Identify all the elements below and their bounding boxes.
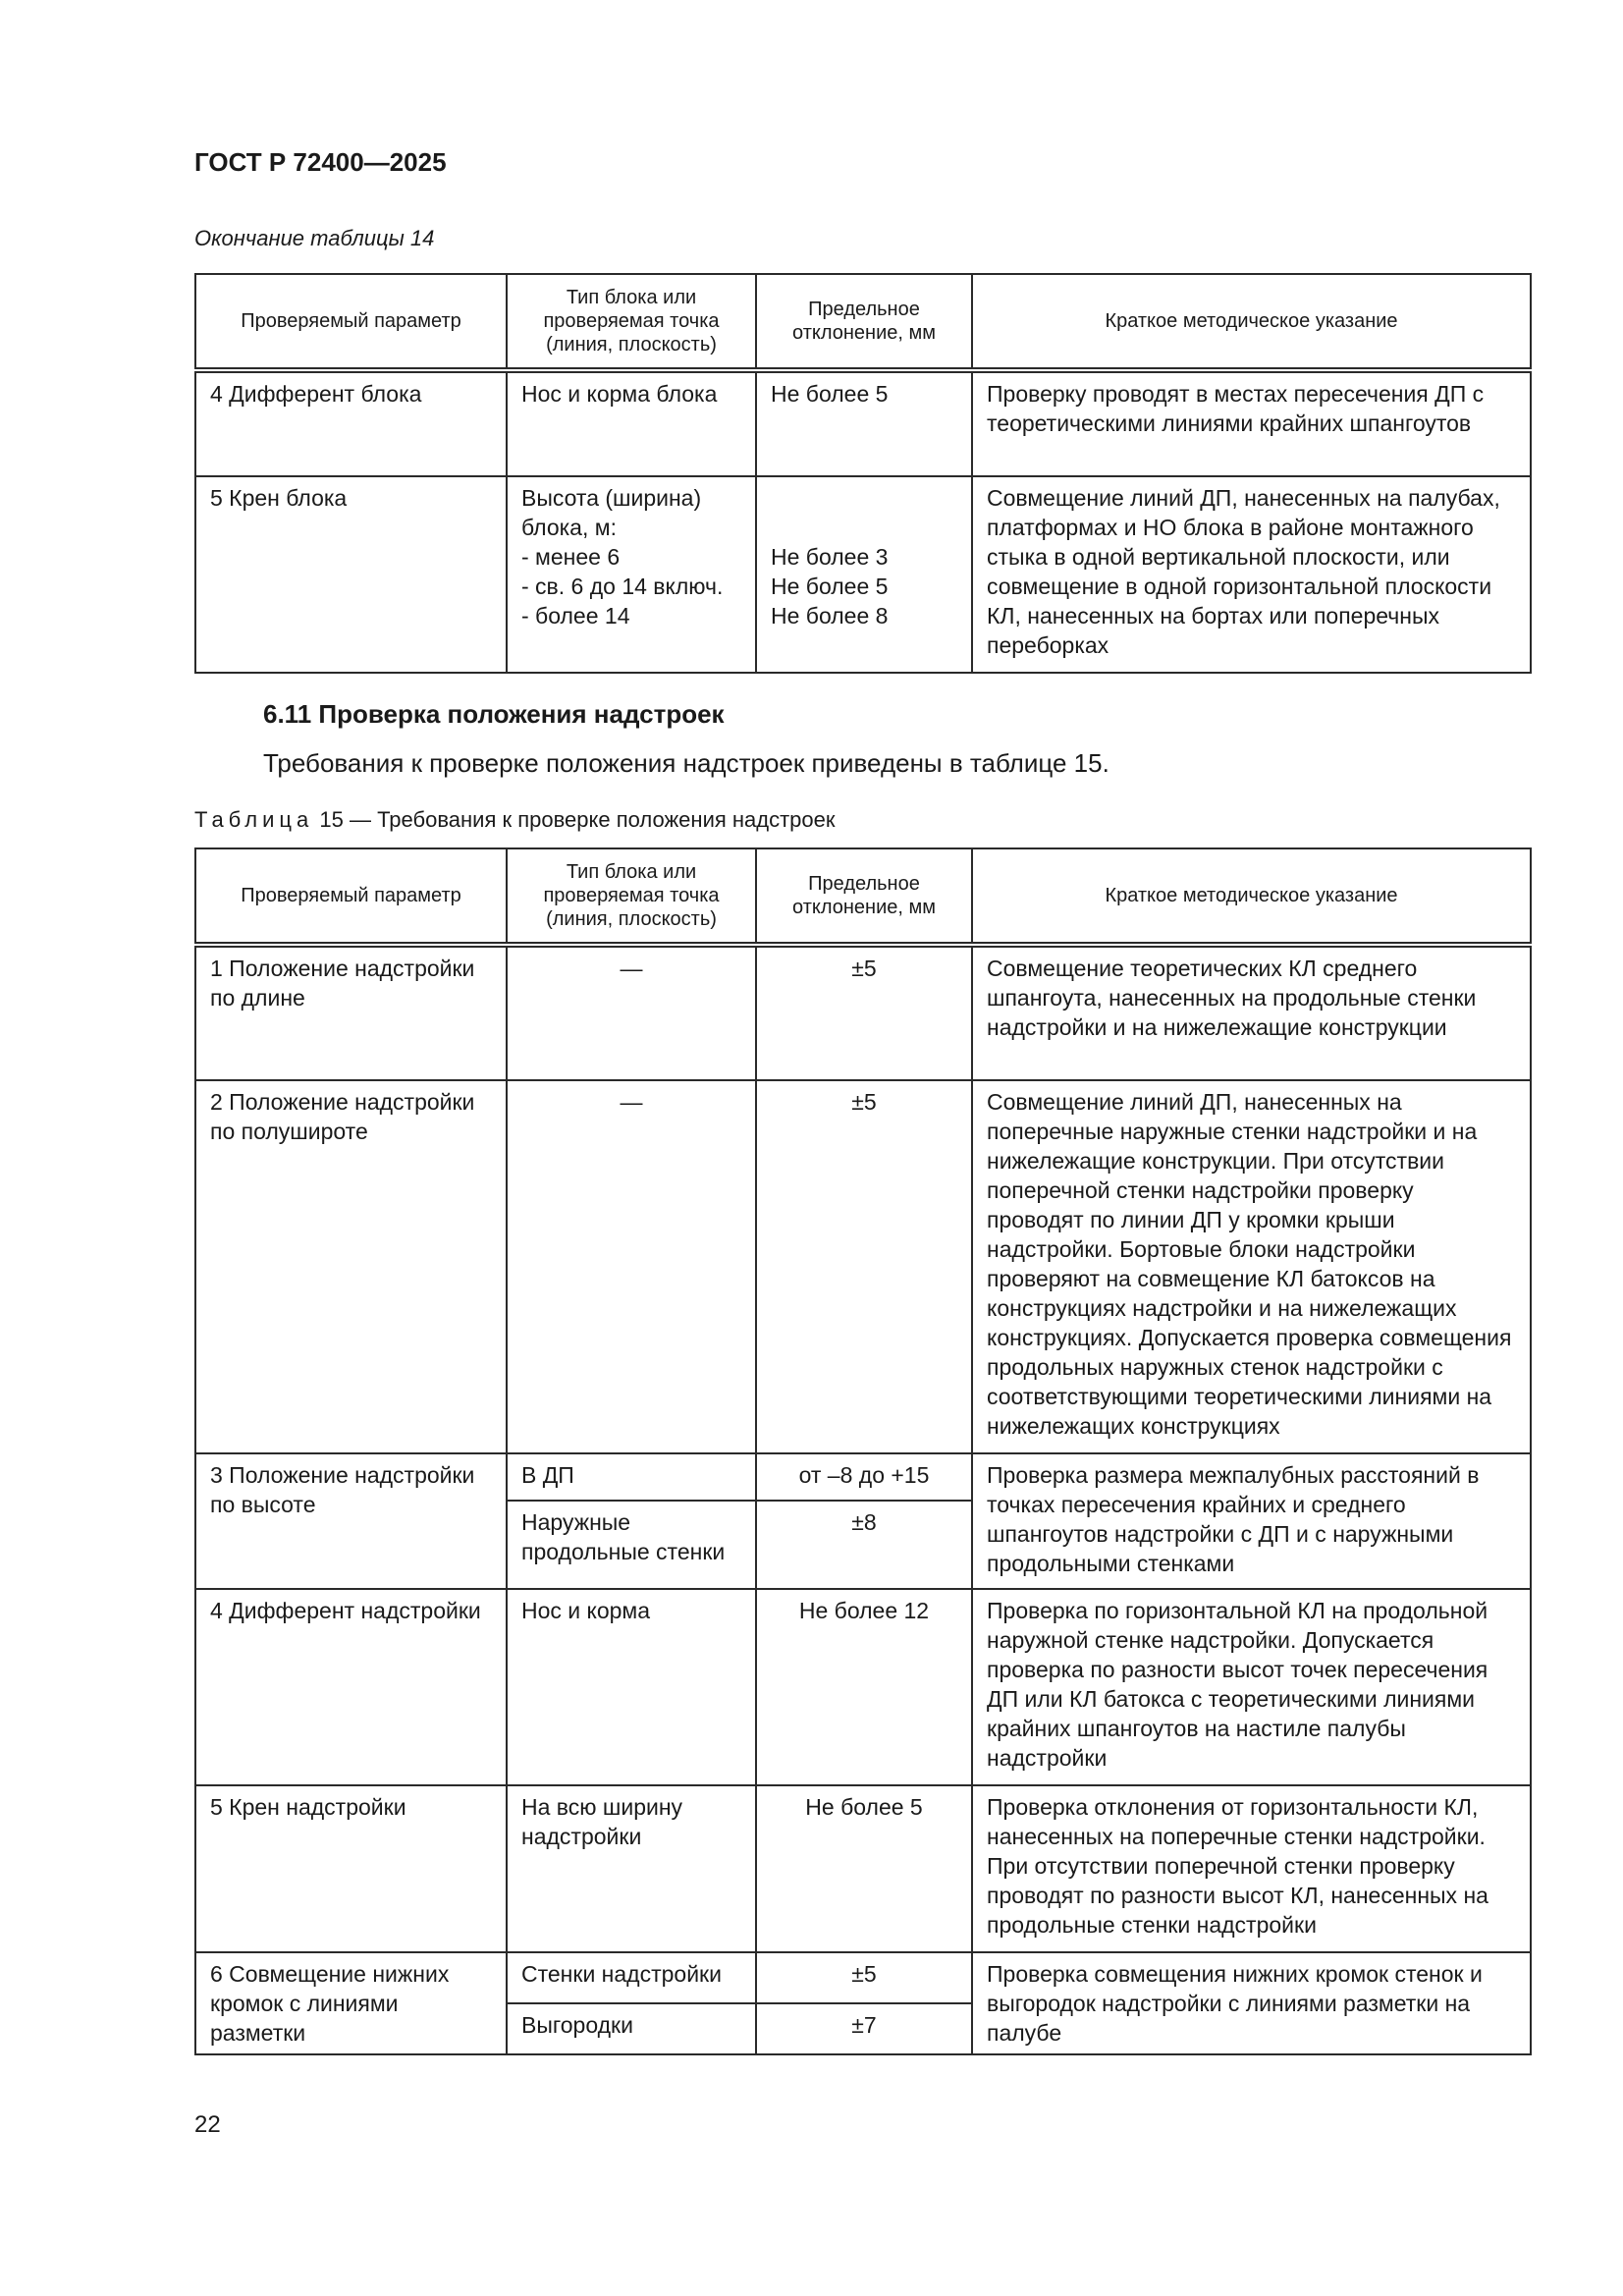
note-cell: Совмещение линий ДП, нанесенных на поперечные наружные стенки надстройки и на нижележащие конструкции. При отсутствии поперечной стенки надстройки проверку проводят по линии ДП у кромки крыши надстройки. Бортовые блоки надстройки проверяют на совмещение КЛ батоксов на конструкциях надстройки и на нижележащих конструкциях. Допускается проверка совмещения продольных наружных стенок надстройки с соответствующими теоретическими линиями на нижележащих конструкциях [972, 1080, 1531, 1453]
deviation-cell: ±5 [756, 945, 972, 1080]
deviation-cell: ±5 [756, 1952, 972, 2003]
deviation-cell: от –8 до +15 [756, 1453, 972, 1501]
table15-caption [194, 807, 836, 833]
type-cell: На всю ширину надстройки [507, 1785, 756, 1952]
table-row [195, 1785, 1531, 1952]
param-cell: 2 Положение надстройки по полушироте [195, 1080, 507, 1453]
table15-caption-text: 15 — Требования к проверке положения надстроек [313, 807, 836, 832]
type-cell: Наружные продольные стенки [507, 1501, 756, 1589]
param-cell: 1 Положение надстройки по длине [195, 945, 507, 1080]
table15-caption-label: Таблица [194, 807, 314, 832]
table-row [195, 370, 1531, 476]
deviation-cell: Не более 5 [756, 370, 972, 476]
table-row [195, 1589, 1531, 1785]
type-cell: Высота (ширина) блока, м: - менее 6 - св. 6 до 14 включ. - более 14 [507, 476, 756, 673]
param-cell: 3 Положение надстройки по высоте [195, 1453, 507, 1589]
column-header: Тип блока или проверяемая точка (линия, плоскость) [507, 848, 756, 945]
column-header: Предельное отклонение, мм [756, 848, 972, 945]
section-text: Требования к проверке положения надстроек приведены в таблице 15. [263, 748, 1109, 778]
param-cell: 5 Крен блока [195, 476, 507, 673]
note-cell: Проверку проводят в местах пересечения ДП с теоретическими линиями крайних шпангоутов [972, 370, 1531, 476]
deviation-cell: ±5 [756, 1080, 972, 1453]
table-row [195, 1080, 1531, 1453]
type-cell: Нос и корма блока [507, 370, 756, 476]
type-cell: — [507, 945, 756, 1080]
note-cell: Совмещение теоретических КЛ среднего шпангоута, нанесенных на продольные стенки надстройки и на нижележащие конструкции [972, 945, 1531, 1080]
section-heading: 6.11 Проверка положения надстроек [263, 699, 725, 729]
param-cell: 4 Дифферент надстройки [195, 1589, 507, 1785]
column-header: Краткое методическое указание [972, 274, 1531, 370]
deviation-cell: ±7 [756, 2003, 972, 2054]
note-cell: Проверка отклонения от горизонтальности КЛ, нанесенных на поперечные стенки надстройки. При отсутствии поперечной стенки проверку проводят по разности высот КЛ, нанесенных на продольные стенки надстройки [972, 1785, 1531, 1952]
column-header: Краткое методическое указание [972, 848, 1531, 945]
column-header: Тип блока или проверяемая точка (линия, плоскость) [507, 274, 756, 370]
table-15 [194, 847, 1532, 2055]
table-row [195, 1453, 1531, 1501]
column-header: Проверяемый параметр [195, 848, 507, 945]
column-header: Предельное отклонение, мм [756, 274, 972, 370]
deviation-cell: ±8 [756, 1501, 972, 1589]
param-cell: 4 Дифферент блока [195, 370, 507, 476]
table-row [195, 1952, 1531, 2003]
note-cell: Проверка совмещения нижних кромок стенок и выгородок надстройки с линиями разметки на палубе [972, 1952, 1531, 2054]
table-header-row [195, 848, 1531, 945]
param-cell: 6 Совмещение нижних кромок с линиями разметки [195, 1952, 507, 2054]
table-row [195, 945, 1531, 1080]
deviation-cell: Не более 3 Не более 5 Не более 8 [756, 476, 972, 673]
type-cell: Стенки надстройки [507, 1952, 756, 2003]
note-cell: Совмещение линий ДП, нанесенных на палубах, платформах и НО блока в районе монтажного стыка в одной вертикальной плоскости, или совмещение в одной горизонтальной плоскости КЛ, нанесенных на бортах или поперечных переборках [972, 476, 1531, 673]
type-cell: Выгородки [507, 2003, 756, 2054]
param-cell: 5 Крен надстройки [195, 1785, 507, 1952]
table-header-row [195, 274, 1531, 370]
table-row [195, 476, 1531, 673]
note-cell: Проверка по горизонтальной КЛ на продольной наружной стенке надстройки. Допускается проверка по разности высот точек пересечения ДП или КЛ батокса с теоретическими линиями крайних шпангоутов на настиле палубы надстройки [972, 1589, 1531, 1785]
document-title: ГОСТ Р 72400—2025 [194, 147, 447, 177]
type-cell: Нос и корма [507, 1589, 756, 1785]
table14-caption: Окончание таблицы 14 [194, 226, 435, 250]
deviation-cell: Не более 12 [756, 1589, 972, 1785]
deviation-cell: Не более 5 [756, 1785, 972, 1952]
column-header: Проверяемый параметр [195, 274, 507, 370]
type-cell: — [507, 1080, 756, 1453]
note-cell: Проверка размера межпалубных расстояний в точках пересечения крайних и среднего шпангоутов надстройки с ДП и с наружными продольными стенками [972, 1453, 1531, 1589]
type-cell: В ДП [507, 1453, 756, 1501]
table-14 [194, 273, 1532, 674]
page-number: 22 [194, 2111, 221, 2138]
